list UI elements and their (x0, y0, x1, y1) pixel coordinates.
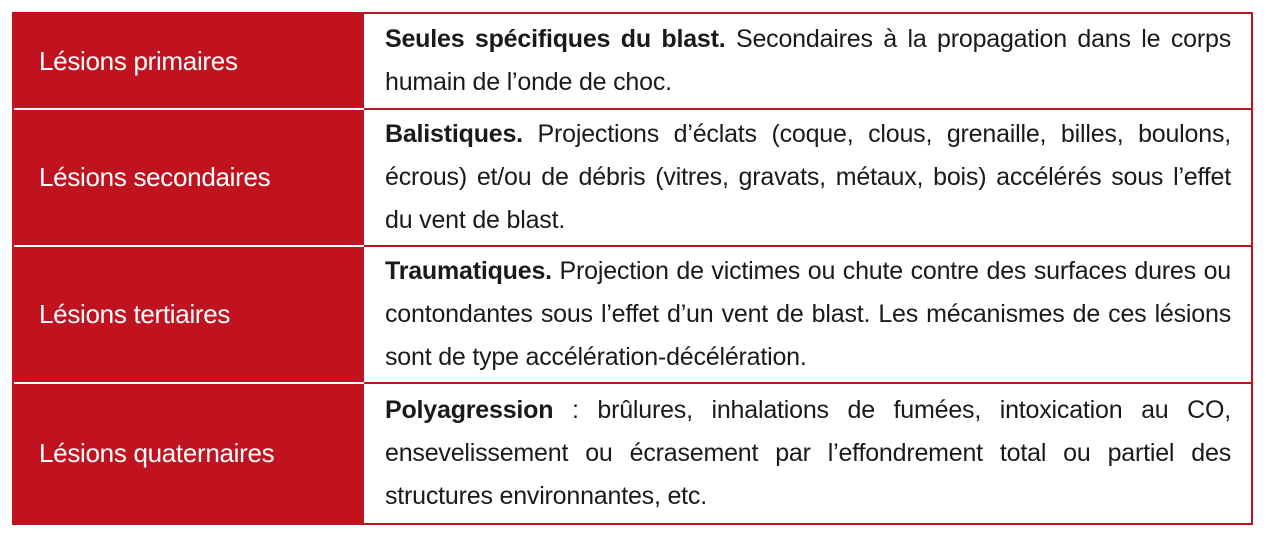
table-row (14, 108, 1251, 245)
row-description (385, 250, 1231, 379)
row-description-text: Projections d’éclats (coque, clous, grenaille, billes, boulons, écrous) et/ou de débris (vitres, gravats, métaux, bois) accélérés sous l’effet du vent de blast. (385, 120, 1231, 234)
blast-injury-table (12, 12, 1253, 525)
row-label: Lésions primaires (14, 14, 364, 108)
row-label: Lésions quaternaires (14, 384, 364, 523)
row-description-cell (364, 14, 1251, 108)
table-row (14, 14, 1251, 108)
row-description-cell (364, 247, 1251, 382)
row-description-cell (364, 110, 1251, 245)
row-description-text: : brûlures, inhalations de fumées, intoxication au CO, ensevelissement ou écrasement par l’effondrement total ou partiel des structures environnantes, etc. (385, 396, 1231, 510)
row-title: Balistiques. (385, 120, 523, 148)
row-description-cell (364, 384, 1251, 523)
row-description-text: Projection de victimes ou chute contre des surfaces dures ou contondantes sous l’effet d’un vent de blast. Les mécanismes de ces lésions sont de type accélération-décélération. (385, 257, 1231, 371)
row-label: Lésions secondaires (14, 110, 364, 245)
row-title: Polyagression (385, 396, 554, 424)
row-description (385, 113, 1231, 242)
row-label: Lésions tertiaires (14, 247, 364, 382)
row-title: Seules spécifiques du blast. (385, 25, 726, 53)
row-description (385, 18, 1231, 104)
row-description-text: Secondaires à la propagation dans le corps humain de l’onde de choc. (385, 25, 1232, 96)
row-description (385, 389, 1231, 518)
row-title: Traumatiques. (385, 257, 552, 285)
table-row (14, 382, 1251, 523)
table-row (14, 245, 1251, 382)
